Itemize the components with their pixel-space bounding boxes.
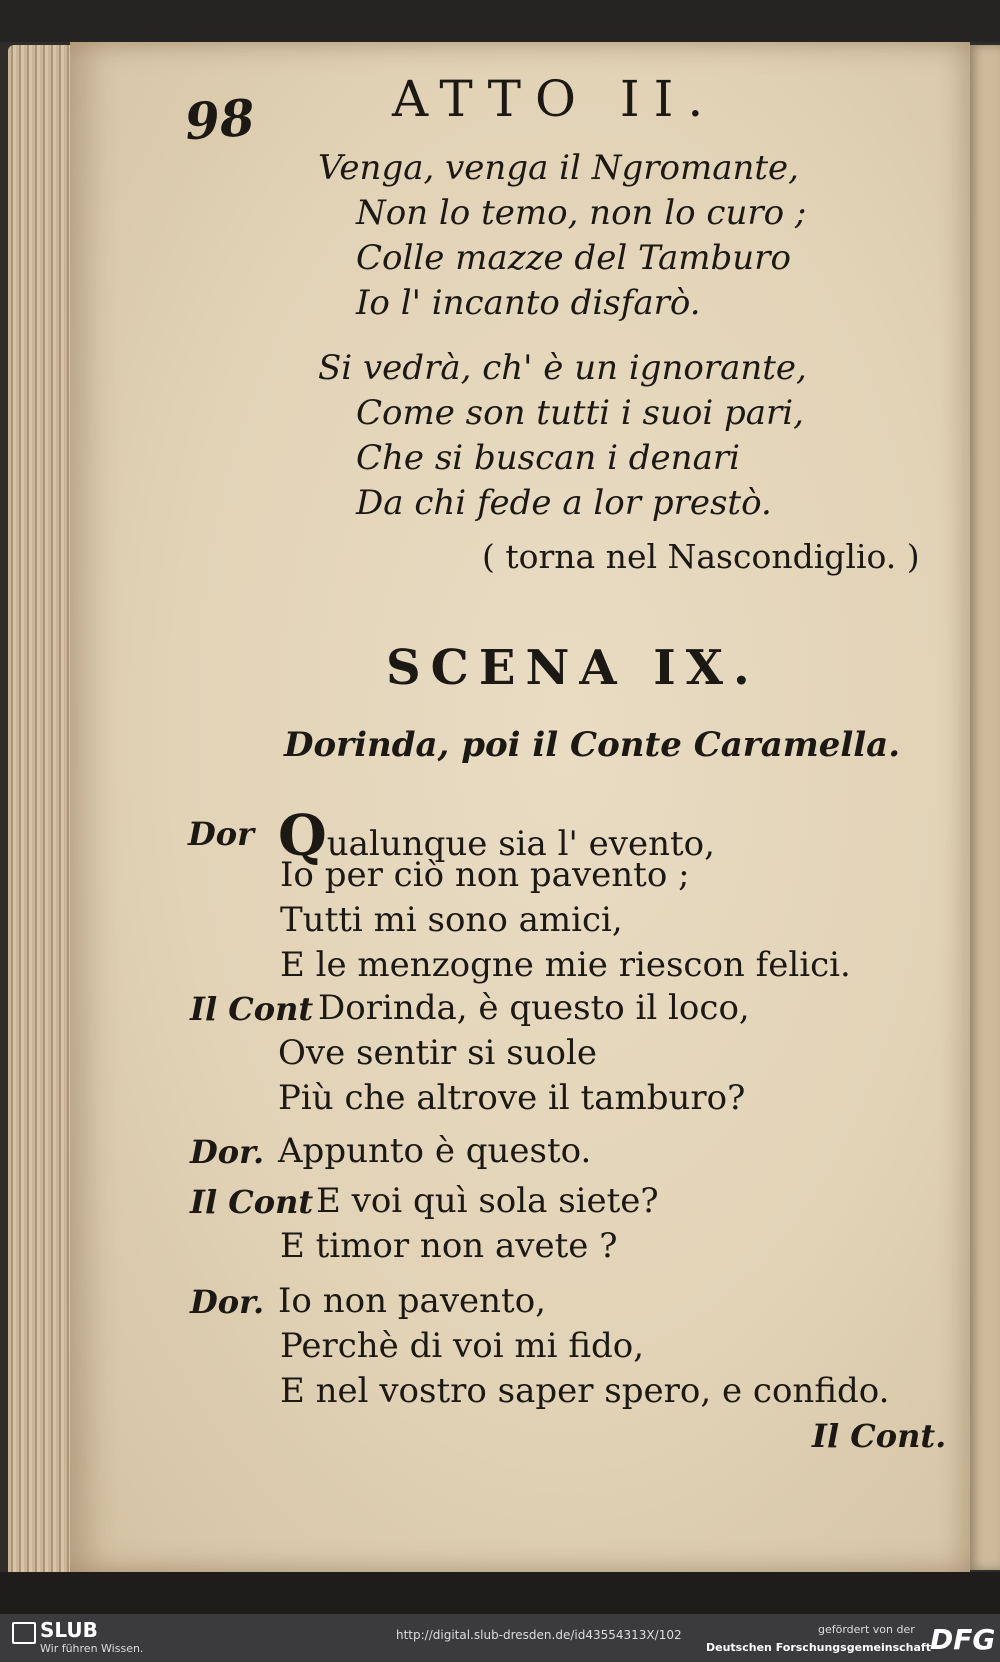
dfg-logo[interactable]: DFG: [930, 1623, 996, 1656]
dialogue-line: Io non pavento,: [278, 1281, 546, 1321]
facing-page-edge: [968, 45, 1000, 1570]
dialogue-line: E voi quì sola siete?: [316, 1181, 659, 1221]
speaker-label: Dor.: [190, 1283, 265, 1321]
speaker-label: Il Cont: [190, 1183, 314, 1221]
dialogue-line: E le menzogne mie riescon felici.: [280, 945, 851, 985]
stanza2-line-1: Si vedrà, ch' è un ignorante,: [318, 348, 807, 388]
stanza2-line-4: Da chi fede a lor prestò.: [356, 483, 772, 523]
stanza1-line-1: Venga, venga il Ngromante,: [318, 148, 799, 188]
speaker-label: Il Cont: [190, 990, 314, 1028]
scan-bottom-border: [0, 1572, 1000, 1614]
speaker-label: Dor.: [190, 1133, 265, 1171]
page-number: 98: [183, 87, 257, 152]
viewer-footer: [0, 1614, 1000, 1662]
stanza2-line-2: Come son tutti i suoi pari,: [356, 393, 804, 433]
dialogue-line: Appunto è questo.: [278, 1131, 592, 1171]
dialogue-line: Qualunque sia l' evento,: [278, 803, 715, 869]
funding-note-line1: gefördert von der: [818, 1623, 915, 1636]
dialogue-line: Io per ciò non pavento ;: [280, 855, 690, 895]
dialogue-line: E nel vostro saper spero, e confido.: [280, 1371, 890, 1411]
permalink-url[interactable]: http://digital.slub-dresden.de/id43554313X/102: [396, 1628, 682, 1642]
scan-top-border: [0, 0, 1000, 42]
slub-logo-name[interactable]: SLUB: [40, 1618, 98, 1642]
dialogue-line: Più che altrove il tamburo?: [278, 1078, 746, 1118]
running-header: ATTO II.: [392, 70, 718, 128]
scene-title: SCENA IX.: [386, 640, 760, 696]
dialogue-line: Ove sentir si suole: [278, 1033, 598, 1073]
stanza1-line-2: Non lo temo, non lo curo ;: [356, 193, 807, 233]
funding-note-line2: Deutschen Forschungsgemeinschaft: [706, 1641, 931, 1654]
dialogue-line: E timor non avete ?: [280, 1226, 618, 1266]
speaker-label: Dor: [188, 815, 254, 853]
catchword: Il Cont.: [812, 1417, 947, 1455]
dialogue-line: Dorinda, è questo il loco,: [318, 988, 750, 1028]
stanza1-line-4: Io l' incanto disfarò.: [356, 283, 701, 323]
dialogue-line: Perchè di voi mi fido,: [280, 1326, 645, 1366]
stanza2-line-3: Che si buscan i denari: [356, 438, 740, 478]
dialogue-line: Tutti mi sono amici,: [280, 900, 623, 940]
scene-characters: Dorinda, poi il Conte Caramella.: [284, 725, 901, 765]
stanza1-line-3: Colle mazze del Tamburo: [356, 238, 791, 278]
stage-direction: ( torna nel Nascondiglio. ): [482, 537, 920, 576]
slub-logo-icon: [12, 1622, 36, 1644]
slub-logo-tagline: Wir führen Wissen.: [40, 1642, 144, 1655]
